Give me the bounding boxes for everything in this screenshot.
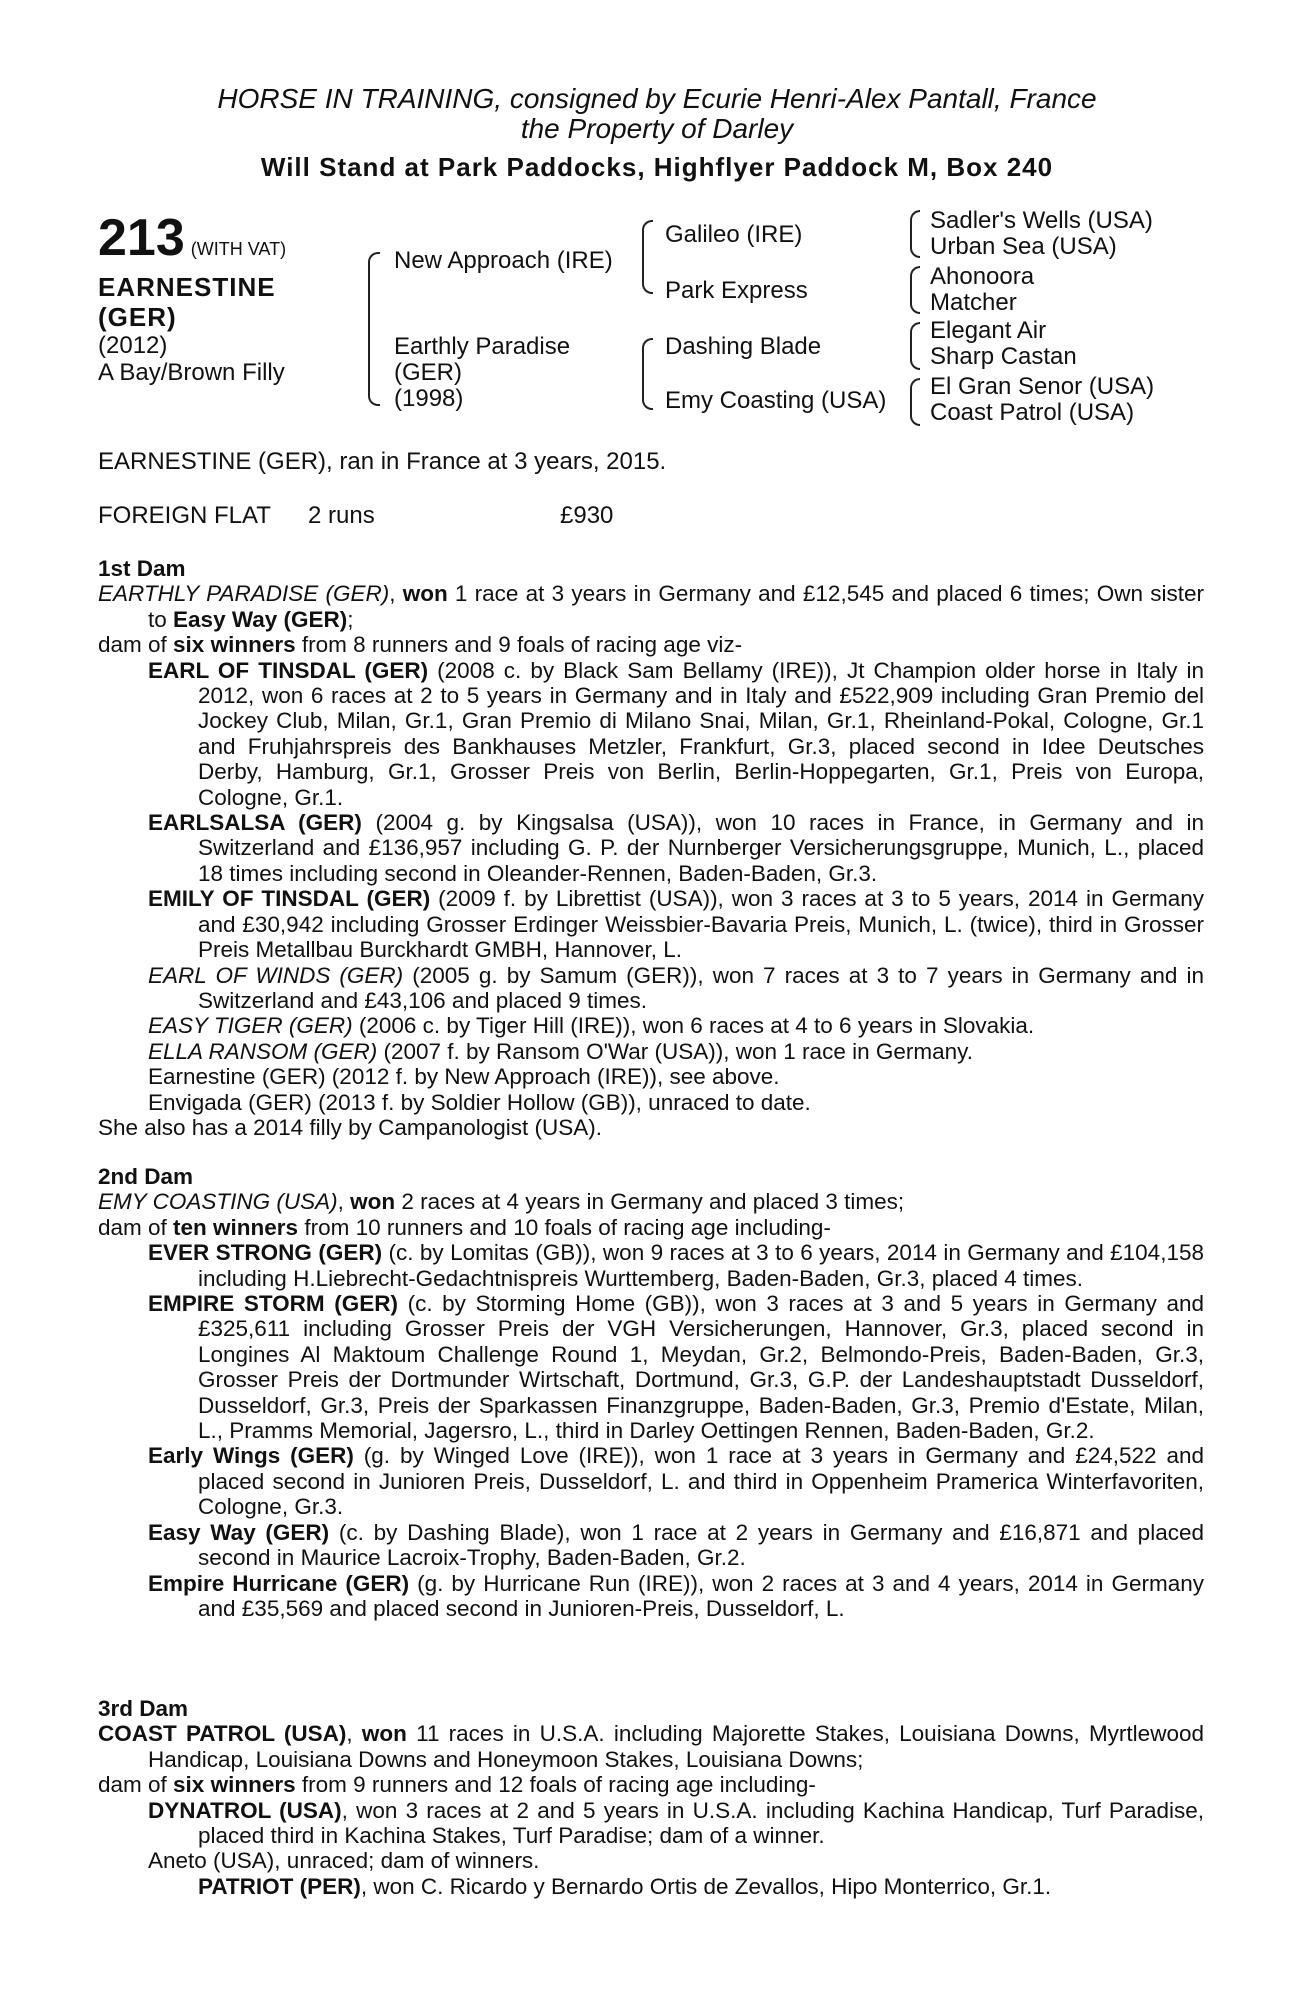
foaling-year: (2012) xyxy=(98,332,168,359)
consignor-line: HORSE IN TRAINING, consigned by Ecurie Henri-Alex Pantall, France xyxy=(217,83,1097,114)
produce-entry: EMPIRE STORM (GER) (c. by Storming Home (GB)), won 3 races at 3 and 5 years in Germany and £325,611 including Grosser Preis der VGH Versicherungen, Hannover, Gr.3, placed second in Longines Al Maktoum Challenge Round 1, Meydan, Gr.2, Belmondo-Preis, Baden-Baden, Gr.3, Grosser Preis der Dortmunder Wirtschaft, Dortmund, Gr.3, G.P. der Landeshauptstadt Dusseldorf, Dusseldorf, Gr.3, Preis der Sparkassen Finanzgruppe, Baden-Baden, Gr.3, Premio d'Estate, Milan, L., Pramms Memorial, Jagersro, L., third in Darley Oettingen Rennen, Baden-Baden, Gr.2. xyxy=(148,1291,1204,1444)
pedigree-sire: New Approach (IRE) xyxy=(394,247,613,274)
first-dam-produce-summary: dam of six winners from 8 runners and 9 foals of racing age viz- xyxy=(98,632,743,658)
pedigree-dss: Elegant Air xyxy=(930,317,1047,344)
foreign-flat-earnings: £930 xyxy=(560,502,614,529)
pedigree-sss: Sadler's Wells (USA) xyxy=(930,207,1153,234)
second-dam-section xyxy=(98,1164,1204,1621)
produce-entry: Earnestine (GER) (2012 f. by New Approach (IRE)), see above. xyxy=(148,1064,780,1090)
pedigree-dsd: Sharp Castan xyxy=(930,343,1077,370)
first-dam-section xyxy=(98,556,1204,1140)
produce-entry: EARL OF TINSDAL (GER) (2008 c. by Black Sam Bellamy (IRE)), Jt Champion older horse in Italy in 2012, won 6 races at 2 to 5 years in Germany and in Italy and £522,909 including Gran Premio del Jockey Club, Milan, Gr.1, Gran Premio di Milano Snai, Milan, Gr.1, Rheinland-Pokal, Cologne, Gr.1 and Fruhjahrspreis des Bankhauses Metzler, Frankfurt, Gr.3, placed second in Idee Deutsches Derby, Hamburg, Gr.1, Grosser Preis von Berlin, Berlin-Hoppegarten, Gr.1, Preis von Europa, Cologne, Gr.1. xyxy=(148,657,1204,810)
pedigree-sdd: Matcher xyxy=(930,289,1017,316)
second-dam-intro: EMY COASTING (USA), won 2 races at 4 years in Germany and placed 3 times; xyxy=(98,1189,905,1215)
produce-entry: PATRIOT (PER), won C. Ricardo y Bernardo Ortis de Zevallos, Hipo Monterrico, Gr.1. xyxy=(198,1873,1052,1899)
produce-entry: EARLSALSA (GER) (2004 g. by Kingsalsa (USA)), won 10 races in France, in Germany and in Switzerland and £136,957 including G. P. der Nurnberger Versicherungsgruppe, Munich, L., placed 18 times including second in Oleander-Rennen, Baden-Baden, Gr.3. xyxy=(148,810,1204,886)
lot-info xyxy=(98,209,348,386)
race-summary: EARNESTINE (GER), ran in France at 3 years, 2015. xyxy=(98,448,667,475)
produce-entry: Aneto (USA), unraced; dam of winners. xyxy=(148,1848,540,1874)
foreign-flat-runs: 2 runs xyxy=(308,502,375,529)
catalogue-header xyxy=(0,84,1314,182)
dam-brace xyxy=(642,338,653,410)
first-dam-closing: She also has a 2014 filly by Campanologist (USA). xyxy=(98,1114,603,1140)
third-dam-produce-summary: dam of six winners from 9 runners and 12 foals of racing age including- xyxy=(98,1772,816,1798)
stand-location: Will Stand at Park Paddocks, Highflyer Paddock M, Box 240 xyxy=(260,152,1054,182)
pedigree-ds: Dashing Blade xyxy=(665,333,822,360)
produce-entry: EVER STRONG (GER) (c. by Lomitas (GB)), won 9 races at 3 to 6 years, 2014 in Germany and £104,158 including H.Liebrecht-Gedachtnispreis Wurttemberg, Baden-Baden, Gr.3, placed 4 times. xyxy=(148,1240,1204,1291)
pedigree-sds: Ahonoora xyxy=(930,263,1035,290)
dd-brace xyxy=(910,378,920,426)
produce-entry: ELLA RANSOM (GER) (2007 f. by Ransom O'War (USA)), won 1 race in Germany. xyxy=(148,1038,973,1064)
horse-name: EARNESTINE (GER) xyxy=(98,272,276,332)
ss-brace xyxy=(910,210,920,258)
sire-brace xyxy=(642,220,653,294)
second-dam-heading: 2nd Dam xyxy=(98,1164,194,1189)
pedigree-ddd: Coast Patrol (USA) xyxy=(930,399,1135,426)
third-dam-heading: 3rd Dam xyxy=(98,1696,189,1721)
produce-entry: Early Wings (GER) (g. by Winged Love (IRE)), won 1 race at 3 years in Germany and £24,522 and placed second in Junioren Preis, Dusseldorf, L. and third in Oppenheim Pramerica Winterfavoriten, Cologne, Gr.3. xyxy=(148,1443,1204,1520)
pedigree-dam: Earthly Paradise (GER) (1998) xyxy=(394,333,571,412)
horse-description: A Bay/Brown Filly xyxy=(98,359,285,386)
produce-entry: DYNATROL (USA), won 3 races at 2 and 5 years in U.S.A. including Kachina Handicap, Turf Paradise, placed third in Kachina Stakes, Turf Paradise; dam of a winner. xyxy=(148,1797,1204,1849)
first-dam-heading: 1st Dam xyxy=(98,556,186,581)
produce-entry: EMILY OF TINSDAL (GER) (2009 f. by Librettist (USA)), won 3 races at 3 to 5 years, 2014 in Germany and £30,942 including Grosser Erdinger Weissbier-Bavaria Preis, Munich, L. (twice), third in Grosser Preis Metallbau Burckhardt GMBH, Hannover, L. xyxy=(148,886,1205,963)
sd-brace xyxy=(910,266,920,314)
pedigree-ss: Galileo (IRE) xyxy=(665,221,803,248)
produce-entry: Easy Way (GER) (c. by Dashing Blade), won 1 race at 2 years in Germany and £16,871 and placed second in Maurice Lacroix-Trophy, Baden-Baden, Gr.2. xyxy=(148,1519,1204,1571)
pedigree-sd: Park Express xyxy=(665,277,808,304)
property-line: the Property of Darley xyxy=(520,113,794,144)
first-dam-intro: EARTHLY PARADISE (GER), won 1 race at 3 years in Germany and £12,545 and placed 6 times; Own sister to Easy Way (GER); xyxy=(98,581,1204,632)
pedigree-dds: El Gran Senor (USA) xyxy=(930,373,1155,400)
produce-entry: Empire Hurricane (GER) (g. by Hurricane Run (IRE)), won 2 races at 3 and 4 years, 2014 in Germany and £35,569 and placed second in Junioren-Preis, Dusseldorf, L. xyxy=(148,1570,1204,1621)
lot-number: 213 xyxy=(98,209,185,267)
ds-brace xyxy=(910,322,920,370)
third-dam-section xyxy=(98,1696,1204,1899)
produce-entry: Envigada (GER) (2013 f. by Soldier Hollow (GB)), unraced to date. xyxy=(148,1089,811,1115)
foreign-flat-label: FOREIGN FLAT xyxy=(98,502,271,529)
second-dam-produce-summary: dam of ten winners from 10 runners and 10 foals of racing age including- xyxy=(98,1214,831,1240)
produce-entry: EARL OF WINDS (GER) (2005 g. by Samum (GER)), won 7 races at 3 to 7 years in Germany and in Switzerland and £43,106 and placed 9 times. xyxy=(148,962,1204,1013)
vat-note: (WITH VAT) xyxy=(190,239,287,259)
produce-entry: EASY TIGER (GER) (2006 c. by Tiger Hill (IRE)), won 6 races at 4 to 6 years in Slovakia. xyxy=(148,1013,1035,1039)
pedigree-dd: Emy Coasting (USA) xyxy=(665,387,887,414)
sire-dam-brace xyxy=(368,252,380,406)
pedigree-ssd: Urban Sea (USA) xyxy=(930,233,1117,260)
third-dam-intro: COAST PATROL (USA), won 11 races in U.S.A. including Majorette Stakes, Louisiana Downs, Myrtlewood Handicap, Louisiana Downs and Honeymoon Stakes, Louisiana Downs; xyxy=(98,1721,1204,1772)
